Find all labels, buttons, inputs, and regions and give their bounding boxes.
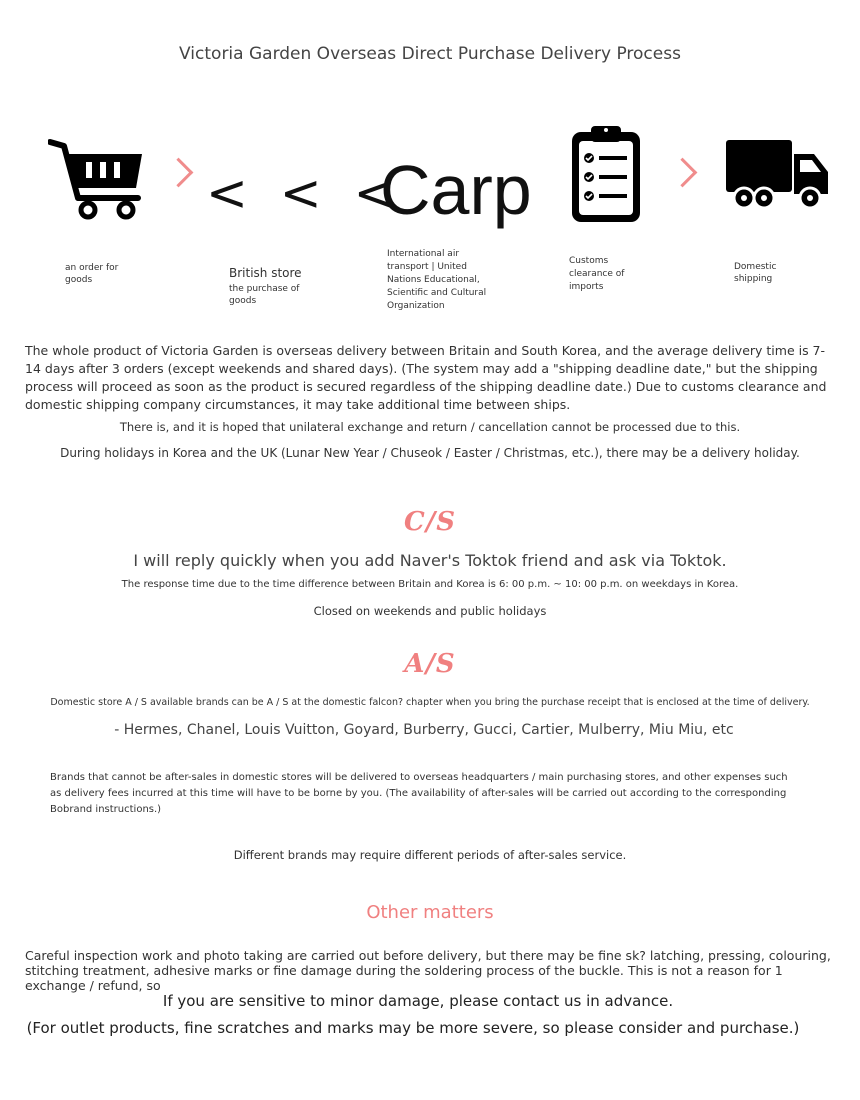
carp-text: Carp: [380, 151, 532, 229]
delivery-line-2: During holidays in Korea and the UK (Lunar New Year / Chuseok / Easter / Christmas, etc.), there may be a delivery holiday.: [60, 446, 800, 460]
other-line-1: If you are sensitive to minor damage, please contact us in advance.: [162, 992, 674, 1010]
other-paragraph: Careful inspection work and photo taking are carried out before delivery, but there may be fine sk? latching, pressing, colouring, stitching treatment, adhesive marks or fine damage during the soldering process of the buckle. This is not a reason for 1 exchange / refund, so: [25, 948, 831, 993]
clipboard-checklist-icon: [569, 124, 643, 224]
step-label-british-store: British store: [229, 266, 302, 280]
as-line-1: Domestic store A / S available brands can be A / S at the domestic falcon? chapter when you bring the purchase receipt that is enclosed at the time of delivery.: [50, 697, 810, 708]
step-label-domestic: Domestic shipping: [734, 262, 777, 284]
cs-heading: C/S: [404, 507, 456, 537]
as-heading: A/S: [404, 649, 456, 679]
step-label-purchase: the purchase of goods: [229, 284, 300, 306]
cs-line-1: I will reply quickly when you add Naver's Toktok friend and ask via Toktok.: [133, 551, 727, 570]
arrows-text: < < <: [206, 164, 402, 222]
other-line-2: (For outlet products, fine scratches and marks may be more severe, so please consider and purchase.): [26, 1019, 800, 1037]
step-label-air-transport: International air transport | United Nations Educational, Scientific and Cultural Organization: [387, 249, 487, 311]
as-paragraph: Brands that cannot be after-sales in domestic stores will be delivered to overseas headquarters / main purchasing stores, and other expenses such as delivery fees incurred at this time will have to be borne by you. (The availability of after-sales will be carried out according to the corresponding Bobrand instructions.): [50, 772, 788, 815]
as-line-2: Different brands may require different periods of after-sales service.: [233, 848, 627, 862]
delivery-line-1: There is, and it is hoped that unilateral exchange and return / cancellation cannot be processed due to this.: [119, 420, 741, 434]
as-brands: - Hermes, Chanel, Louis Vuitton, Goyard, Burberry, Gucci, Cartier, Mulberry, Miu Miu, etc: [114, 722, 734, 738]
step-label-customs: Customs clearance of imports: [569, 256, 625, 292]
delivery-truck-icon: [724, 138, 832, 210]
page-title: Victoria Garden Overseas Direct Purchase Delivery Process: [179, 44, 681, 64]
delivery-paragraph: The whole product of Victoria Garden is overseas delivery between Britain and South Korea, and the average delivery time is 7-14 days after 3 orders (except weekends and shared days). (The system may add a "shipping deadline date," but the shipping process will proceed as soon as the product is secured regardless of the shipping deadline date.) Due to customs clearance and domestic shipping company circumstances, it may take additional time between ships.: [25, 343, 827, 412]
shopping-cart-icon: [48, 138, 146, 220]
other-heading: Other matters: [366, 902, 494, 923]
cs-line-3: Closed on weekends and public holidays: [313, 604, 547, 618]
chevron-right-icon: [668, 158, 698, 188]
chevron-right-icon: [164, 158, 194, 188]
cs-line-2: The response time due to the time difference between Britain and Korea is 6: 00 p.m. ~ 10: 00 p.m. on weekdays in Korea.: [121, 579, 739, 590]
step-label-order: an order for goods: [65, 263, 119, 285]
